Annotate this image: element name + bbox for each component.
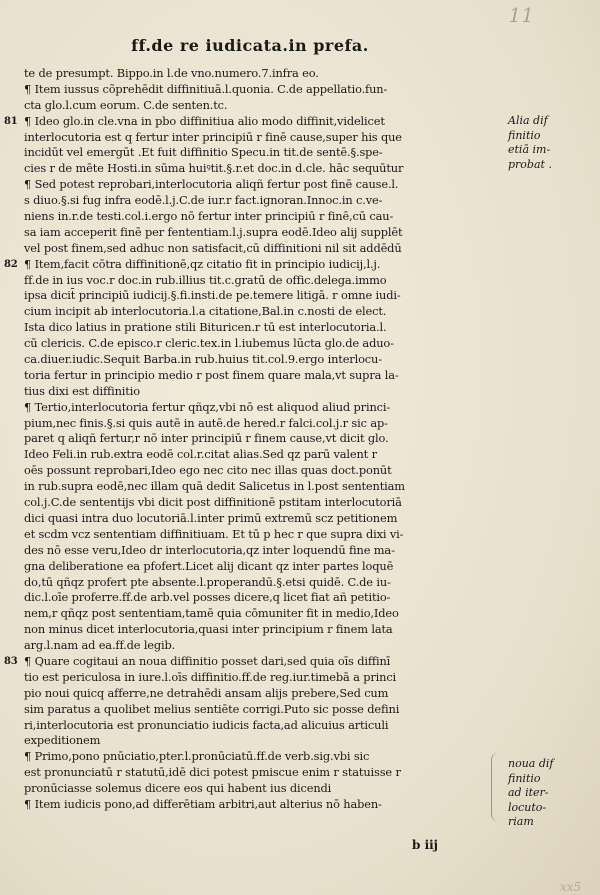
text-line [4, 113, 504, 130]
text-line [18, 400, 504, 416]
page-header: ff.de re iudicata.in prefa. [131, 36, 369, 55]
text-line [18, 622, 504, 638]
line-text: nem,r qñqz post sententiam,tamē quia cōmuniter fit in medio,Ideo [24, 606, 399, 621]
text-line [18, 336, 504, 352]
line-text: tius dixi est diffinitio [24, 383, 140, 398]
line-text: ¶ Sed potest reprobari,interlocutoria aliqñ fertur post finē cause.l. [24, 177, 399, 192]
line-text: cium incipit ab interlocutoria.l.a citatione,Bal.in c.nosti de elect. [24, 304, 387, 319]
line-text: pronūciasse solemus dicere eos qui habent ius dicendi [24, 781, 332, 796]
line-text: ¶ Primo,pono pnūciatio,pter.l.pronūciatū.ff.de verb.sig.vbi sic [24, 749, 370, 764]
line-text: ¶ Ideo glo.in cle.vna in pbo diffinitiua alio modo diffinit,videlicet [24, 113, 385, 128]
text-line [18, 225, 504, 241]
text-line [18, 130, 504, 146]
text-line [18, 495, 504, 511]
text-line [18, 66, 504, 82]
line-text: est pronunciatū r statutū,idē dici potest pmiscue enim r statuisse r [24, 765, 401, 780]
text-line [18, 797, 504, 813]
line-text: ff.de in ius voc.r doc.in rub.illius tit.c.gratū de offic.delega.immo [24, 272, 387, 287]
line-text: col.j.C.de sententijs vbi dicit post diffinitionē pstitam interlocutoriā [24, 495, 402, 510]
line-text: ¶ Item iudicis pono,ad differētiam arbitri,aut alterius nō haben- [24, 796, 382, 811]
text-line [18, 241, 504, 257]
line-text: niens in.r.de testi.col.i.ergo nō fertur inter principiū r finē,cū cau- [24, 209, 394, 224]
margin-note-line: finitio [508, 128, 541, 142]
line-text: et scdm vcz sententiam diffinitiuam. Et tū p hec r que supra dixi vi- [24, 526, 404, 541]
text-line [18, 638, 504, 654]
line-text: ipsa dicit̄ principiū iudicij.§.fi.insti.de pe.temere litigā. r omne iudi- [24, 288, 401, 303]
line-text: ca.diuer.iudic.Sequit Barba.in rub.huius tit.col.9.ergo interlocu- [24, 352, 382, 367]
line-text: paret q aliqñ fertur,r nō inter principiū r finem cause,vt dicit glo. [24, 431, 389, 446]
text-line [18, 781, 504, 797]
marginal-note-bottom [508, 757, 598, 830]
line-text: cies r de mēte Hosti.in sūma huiꝰtit.§.r.et doc.in d.cle. hāc sequūtur [24, 161, 404, 176]
margin-note-line: Alia dif [508, 114, 548, 127]
paragraph-number: 81 [4, 115, 18, 127]
line-text: sim paratus a quolibet melius sentiēte corrigi.Puto sic posse defini [24, 701, 400, 716]
text-line [18, 209, 504, 225]
margin-note-line: noua dif [508, 757, 554, 770]
folio-number: 11 [508, 3, 534, 27]
line-text: in rub.supra eodē,nec illam quā dedit Salicetus in l.post sententiam [24, 479, 405, 494]
text-line [18, 527, 504, 543]
line-text: s diuo.§.si fug infra eodē.l.j.C.de iur.r fact.ignoran.Innoc.in c.ve- [24, 193, 383, 208]
margin-note-line: locuto- [508, 800, 547, 814]
line-text: ¶ Quare cogitaui an noua diffinitio posset dari,sed quia oīs diffinī [24, 653, 391, 668]
main-text-block [4, 66, 504, 813]
text-line [18, 193, 504, 209]
line-text: expeditionem [24, 733, 101, 748]
text-line [18, 670, 504, 686]
line-text: Ista dico latius in pratione stili Bituricen.r tū est interlocutoria.l. [24, 320, 387, 335]
signature-mark: b iij [412, 838, 439, 852]
text-line [18, 686, 504, 702]
text-line [18, 352, 504, 368]
text-line [18, 384, 504, 400]
line-text: sa iam acceperit finē per fententiam.l.j.supra eodē.Ideo alij supplēt [24, 224, 403, 239]
line-text: incidūt vel emergūt .Et fuit diffinitio Specu.in tit.de sentē.§.spe- [24, 145, 383, 160]
text-line [18, 368, 504, 384]
text-line [18, 82, 504, 98]
line-text: non minus dicet interlocutoria,quasi inter principium r finem lata [24, 622, 393, 637]
line-text: toria fertur in principio medio r post finem quare mala,vt supra la- [24, 367, 399, 382]
line-text: pio noui quicq afferre,ne detrahēdi ansam alijs prebere,Sed cum [24, 685, 389, 700]
text-line [18, 702, 504, 718]
line-text: dic.l.oīe proferre.ff.de arb.vel posses dicere,q licet fiat añ petitio- [24, 590, 391, 605]
text-line [18, 479, 504, 495]
margin-bracket [491, 752, 506, 822]
line-text: cta glo.l.cum eorum. C.de senten.tc. [24, 97, 228, 112]
text-line [4, 256, 504, 273]
margin-note-line: riam [508, 815, 534, 828]
line-text: tio est periculosa in iure.l.oīs diffinitio.ff.de reg.iur.timebā a princi [24, 669, 397, 684]
margin-note-line: etiā im- [508, 143, 551, 156]
line-text: pium,nec finis.§.si quis autē in autē.de hered.r falci.col.j.r sic ap- [24, 415, 388, 430]
margin-note-line: ad iter- [508, 786, 549, 799]
line-text: te de presumpt. Bippo.in l.de vno.numero.7.infra eo. [24, 66, 319, 80]
line-text: ri,interlocutoria est pronunciatio iudicis facta,ad alicuius articuli [24, 717, 389, 732]
text-line [18, 416, 504, 432]
text-line [18, 431, 504, 447]
line-text: do,tū qñqz profert pte absente.l.properandū.§.etsi quidē. C.de iu- [24, 574, 391, 589]
line-text: oēs possunt reprobari,Ideo ego nec cito nec illas quas doct.ponūt [24, 463, 392, 478]
text-line [18, 288, 504, 304]
text-line [18, 463, 504, 479]
line-text: ¶ Item,facit cōtra diffinitionē,qz citatio fit in principio iudicij,l.j. [24, 256, 381, 271]
line-text: cū clericis. C.de episco.r cleric.tex.in l.iubemus lūcta glo.de aduo- [24, 336, 394, 351]
text-line [18, 145, 504, 161]
text-line [18, 590, 504, 606]
text-line [18, 447, 504, 463]
margin-note-line: finitio [508, 771, 541, 785]
line-text: dici quasi intra duo locutoriā.l.inter primū extremū scz petitionem [24, 510, 398, 525]
line-text: ¶ Tertio,interlocutoria fertur qñqz,vbi nō est aliquod aliud princi- [24, 399, 391, 414]
paragraph-number: 83 [4, 655, 18, 667]
line-text: ¶ Item iussus cõprehēdit diffinitiuā.l.quonia. C.de appellatio.fun- [24, 81, 388, 96]
text-line [18, 543, 504, 559]
text-line [18, 177, 504, 193]
pencil-mark: xx5 [560, 880, 582, 894]
text-line [18, 511, 504, 527]
text-line [18, 304, 504, 320]
text-line [18, 718, 504, 734]
marginal-note-top [508, 114, 598, 172]
text-line [18, 575, 504, 591]
text-line [18, 98, 504, 114]
text-line [18, 733, 504, 749]
line-text: interlocutoria est q fertur inter principiū r finē cause,super his que [24, 129, 402, 144]
paragraph-number: 82 [4, 258, 18, 270]
text-line [18, 273, 504, 289]
line-text: gna deliberatione ea pfofert.Licet alij dicant qz inter partes loquē [24, 558, 394, 573]
text-line [18, 559, 504, 575]
text-line [18, 749, 504, 765]
line-text: des nō esse veru,Ideo dr interlocutoria,qz inter loquendū fine ma- [24, 542, 395, 557]
text-line [18, 320, 504, 336]
text-line [18, 161, 504, 177]
line-text: vel post finem,sed adhuc non satisfacit,cū diffinitioni nil sit addēdū [24, 240, 402, 255]
margin-note-line: probat . [508, 157, 552, 171]
line-text: arg.l.nam ad ea.ff.de legib. [24, 638, 176, 653]
text-line [18, 606, 504, 622]
line-text: Ideo Feli.in rub.extra eodē col.r.citat alias.Sed qz parū valent r [24, 447, 377, 462]
text-line [4, 653, 504, 670]
text-line [18, 765, 504, 781]
